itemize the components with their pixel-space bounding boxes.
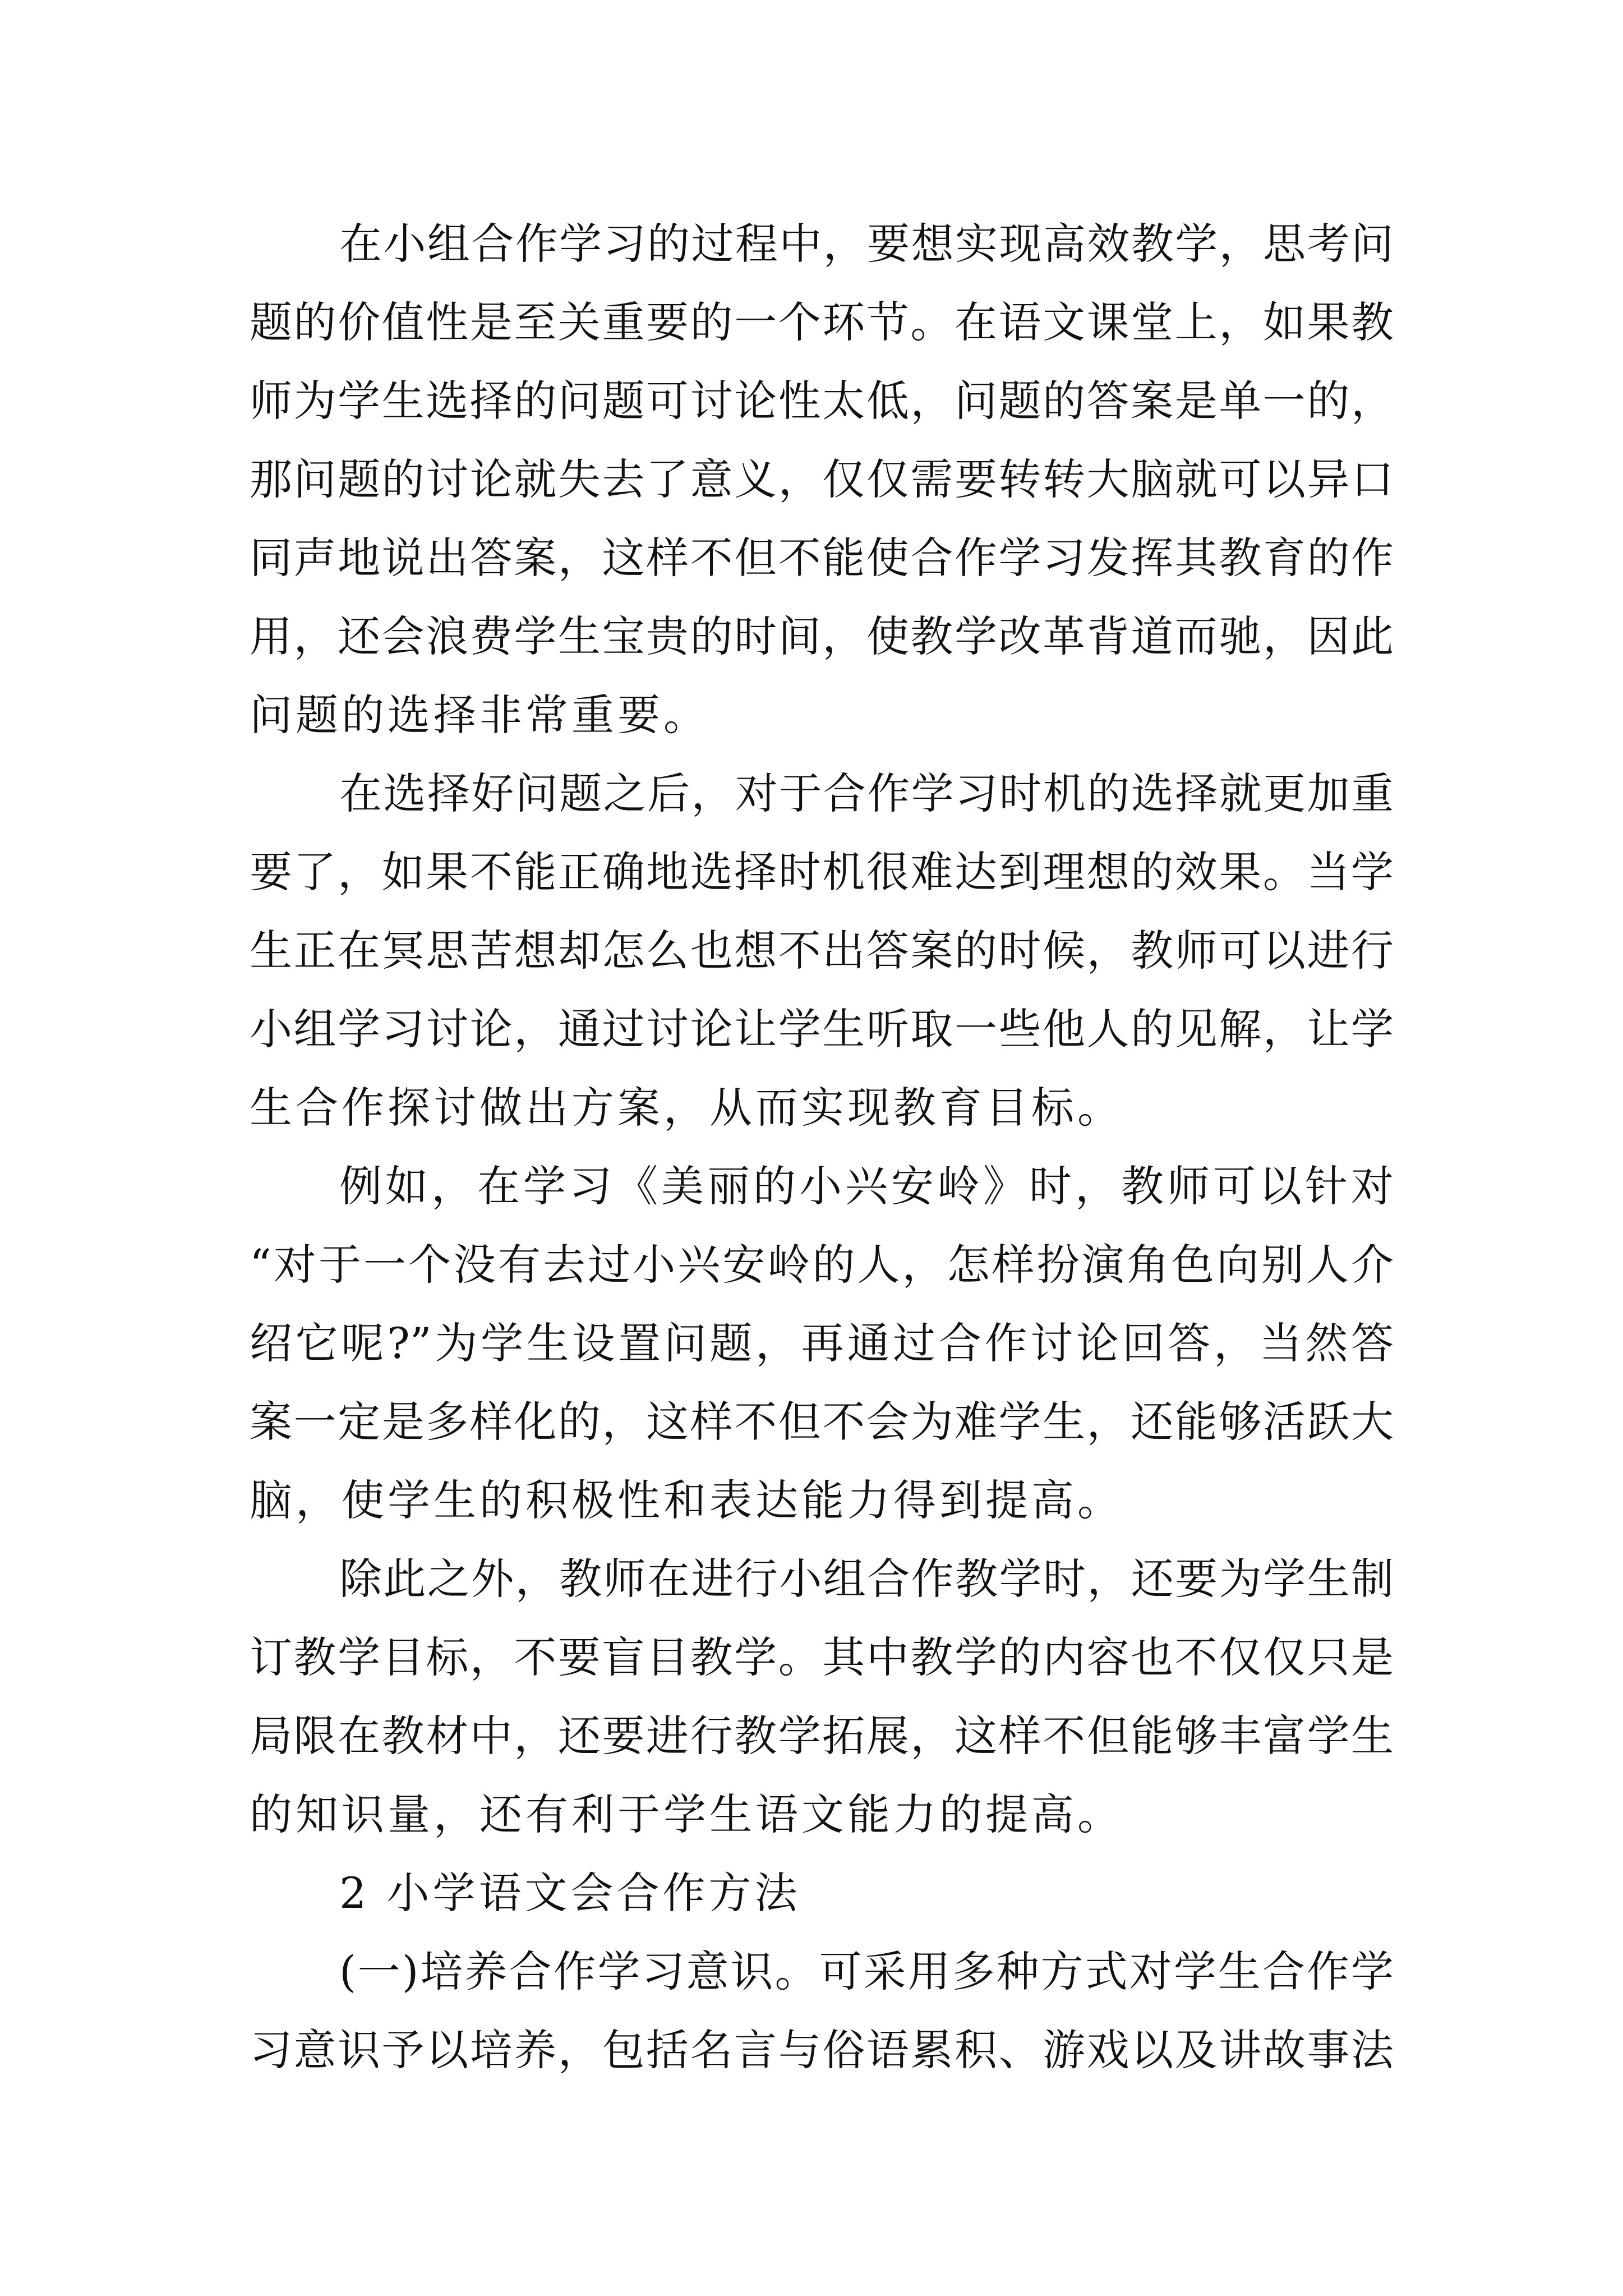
paragraph-line: 那问题的讨论就失去了意义，仅仅需要转转大脑就可以异口 (250, 454, 1394, 504)
paragraph-line: 要了，如果不能正确地选择时机很难达到理想的效果。当学 (250, 847, 1394, 897)
paragraph-line: 案一定是多样化的，这样不但不会为难学生，还能够活跃大 (250, 1397, 1394, 1447)
paragraph-line: 绍它呢?”为学生设置问题，再通过合作讨论回答，当然答 (250, 1318, 1394, 1368)
paragraph-line: 脑，使学生的积极性和表达能力得到提高。 (250, 1475, 1123, 1525)
paragraph-line: 用，还会浪费学生宝贵的时间，使教学改革背道而驰，因此 (250, 611, 1394, 661)
paragraph-line: 生合作探讨做出方案，从而实现教育目标。 (250, 1083, 1123, 1133)
paragraph-line: 小组学习讨论，通过讨论让学生听取一些他人的见解，让学 (250, 1004, 1394, 1054)
paragraph-line: 题的价值性是至关重要的一个环节。在语文课堂上，如果教 (250, 297, 1394, 347)
paragraph-line: 除此之外，教师在进行小组合作教学时，还要为学生制 (339, 1554, 1394, 1604)
paragraph-line: 例如，在学习《美丽的小兴安岭》时，教师可以针对 (339, 1161, 1394, 1211)
paragraph-line: 的知识量，还有利于学生语文能力的提高。 (250, 1789, 1123, 1839)
paragraph-line: 同声地说出答案，这样不但不能使合作学习发挥其教育的作 (250, 533, 1394, 583)
paragraph-line: “对于一个没有去过小兴安岭的人，怎样扮演角色向别人介 (250, 1240, 1394, 1290)
paragraph-line: 问题的选择非常重要。 (250, 690, 709, 740)
paragraph-line: 局限在教材中，还要进行教学拓展，这样不但能够丰富学生 (250, 1711, 1394, 1761)
paragraph-line: 订教学目标，不要盲目教学。其中教学的内容也不仅仅只是 (250, 1632, 1394, 1682)
paragraph-line: 师为学生选择的问题可讨论性太低，问题的答案是单一的， (250, 376, 1394, 426)
paragraph-line: 在小组合作学习的过程中，要想实现高效教学，思考问 (339, 219, 1394, 269)
paragraph-line: 习意识予以培养，包括名言与俗语累积、游戏以及讲故事法 (250, 2025, 1394, 2075)
paragraph-line: (一)培养合作学习意识。可采用多种方式对学生合作学 (339, 1947, 1394, 1996)
paragraph-line: 生正在冥思苦想却怎么也想不出答案的时候，教师可以进行 (250, 926, 1394, 976)
paragraph-line: 在选择好问题之后，对于合作学习时机的选择就更加重 (339, 769, 1394, 818)
section-heading: 2 小学语文会合作方法 (339, 1868, 801, 1918)
